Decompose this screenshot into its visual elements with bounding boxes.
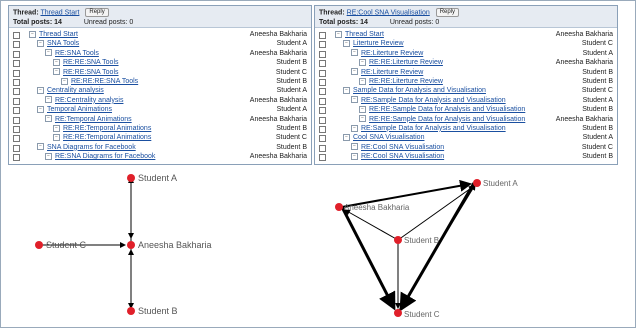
select-checkbox[interactable] [319, 79, 326, 86]
post-title-link[interactable]: RE:RE:Sample Data for Analysis and Visualisation [369, 115, 526, 123]
post-author: Aneesha Bakharia [555, 115, 613, 123]
post-row [9, 143, 311, 152]
select-checkbox[interactable] [13, 117, 20, 124]
collapse-icon[interactable]: − [45, 49, 52, 56]
node-label-aneesha-bakharia: Aneesha Bakharia [344, 203, 410, 212]
node-student-c[interactable] [394, 309, 402, 317]
post-author: Aneesha Bakharia [249, 31, 307, 38]
node-student-a[interactable] [127, 174, 135, 182]
edge-c-a [398, 185, 475, 312]
post-subject [37, 105, 229, 114]
node-label-student-b: Student B [404, 236, 440, 245]
post-title-link[interactable]: RE:Cool SNA Visualisation [361, 143, 445, 151]
post-row [9, 77, 311, 86]
node-label-student-c: Student C [404, 310, 440, 319]
post-author: Student B [276, 59, 307, 67]
network-graph-left [10, 170, 300, 325]
collapse-icon[interactable]: − [351, 143, 358, 150]
reply-button[interactable]: Reply [436, 8, 459, 17]
post-row [315, 124, 617, 133]
select-checkbox[interactable] [319, 107, 326, 114]
post-subject [359, 58, 535, 67]
post-subject [343, 39, 535, 48]
post-row [315, 86, 617, 95]
collapse-icon[interactable]: − [343, 40, 350, 47]
select-checkbox[interactable] [319, 126, 326, 133]
collapse-icon[interactable]: − [359, 115, 366, 122]
post-author: Student A [276, 106, 307, 114]
select-checkbox[interactable] [13, 51, 20, 58]
post-author: Student A [276, 40, 307, 48]
post-subject [359, 105, 535, 114]
post-row [9, 49, 311, 58]
select-checkbox[interactable] [319, 98, 326, 105]
post-author: Student C [275, 134, 307, 142]
select-checkbox[interactable] [13, 88, 20, 95]
post-title-link[interactable]: SNA Diagrams for Facebook [47, 143, 136, 151]
node-aneesha-bakharia[interactable] [335, 203, 343, 211]
post-author: Student A [582, 134, 613, 142]
post-subject [359, 115, 535, 124]
node-student-b[interactable] [394, 236, 402, 244]
post-row [9, 30, 311, 39]
collapse-icon[interactable]: − [29, 31, 36, 38]
node-aneesha-bakharia[interactable] [127, 241, 135, 249]
post-author: Student C [275, 68, 307, 76]
select-checkbox[interactable] [13, 79, 20, 86]
post-subject [343, 133, 535, 142]
post-author: Aneesha Bakharia [249, 96, 307, 104]
collapse-icon[interactable]: − [53, 134, 60, 141]
collapse-icon[interactable]: − [359, 59, 366, 66]
post-subject [351, 152, 535, 161]
reply-button[interactable]: Reply [85, 8, 108, 17]
select-checkbox[interactable] [13, 60, 20, 67]
node-student-b[interactable] [127, 307, 135, 315]
collapse-icon[interactable]: − [53, 125, 60, 132]
post-row [9, 124, 311, 133]
post-subject [53, 124, 229, 133]
post-author: Student B [582, 68, 613, 76]
collapse-icon[interactable]: − [37, 87, 44, 94]
collapse-icon[interactable]: − [351, 96, 358, 103]
post-author: Student A [582, 96, 613, 104]
select-checkbox[interactable] [319, 145, 326, 152]
collapse-icon[interactable]: − [53, 68, 60, 75]
post-author: Student B [276, 143, 307, 151]
thread-label: Thread: [319, 9, 345, 17]
post-author: Student C [581, 87, 613, 95]
collapse-icon[interactable]: − [351, 153, 358, 160]
post-row [315, 143, 617, 152]
post-title-link[interactable]: Thread Start [345, 31, 384, 38]
collapse-icon[interactable]: − [351, 49, 358, 56]
post-author: Student A [582, 49, 613, 57]
post-title-link[interactable]: Cool SNA Visualisation [353, 134, 425, 142]
select-checkbox[interactable] [319, 154, 326, 161]
select-checkbox[interactable] [13, 32, 20, 39]
post-row [9, 96, 311, 105]
collapse-icon[interactable]: − [61, 78, 68, 85]
post-row [9, 152, 311, 161]
post-row [9, 105, 311, 114]
select-checkbox[interactable] [13, 145, 20, 152]
select-checkbox[interactable] [13, 98, 20, 105]
select-checkbox[interactable] [319, 41, 326, 48]
node-label-aneesha-bakharia: Aneesha Bakharia [138, 240, 212, 250]
select-checkbox[interactable] [319, 117, 326, 124]
post-author: Aneesha Bakharia [555, 31, 613, 38]
select-checkbox[interactable] [319, 60, 326, 67]
post-subject [37, 86, 229, 95]
thread-header [9, 6, 311, 28]
thread-header [315, 6, 617, 28]
post-subject [53, 58, 229, 67]
post-title-link[interactable]: RE:Temporal Animations [55, 115, 132, 123]
post-subject [351, 68, 535, 77]
post-subject [45, 49, 229, 58]
post-title-link[interactable]: RE:SNA Diagrams for Facebook [55, 153, 156, 161]
unread-posts: Unread posts: 0 [83, 19, 134, 26]
post-author: Student C [581, 143, 613, 151]
post-title-link[interactable]: RE:RE:Temporal Animations [63, 124, 152, 132]
post-row [315, 58, 617, 67]
unread-posts: Unread posts: 0 [389, 19, 440, 26]
post-title-link[interactable]: SNA Tools [47, 40, 80, 48]
post-subject [29, 30, 229, 39]
post-row [315, 133, 617, 142]
post-author: Aneesha Bakharia [555, 59, 613, 67]
post-title-link[interactable]: RE:RE:RE:SNA Tools [71, 77, 139, 85]
post-subject [61, 77, 229, 86]
post-author: Student B [582, 77, 613, 85]
collapse-icon[interactable]: − [359, 106, 366, 113]
post-title-link[interactable]: RE:RE:Literture Review [369, 77, 443, 85]
post-title-link[interactable]: Sample Data for Analysis and Visualisation [353, 87, 486, 95]
post-author: Student B [582, 106, 613, 114]
post-title-link[interactable]: RE:RE:Sample Data for Analysis and Visualisation [369, 106, 526, 114]
post-title-link[interactable]: RE:RE:SNA Tools [63, 68, 119, 76]
post-title-link[interactable]: RE:SNA Tools [55, 49, 99, 57]
post-author: Aneesha Bakharia [249, 153, 307, 161]
post-author: Student A [276, 87, 307, 95]
post-title-link[interactable]: RE:Literture Review [361, 68, 424, 76]
post-title-link[interactable]: RE:Literture Review [361, 49, 424, 57]
select-checkbox[interactable] [13, 107, 20, 114]
post-subject [343, 86, 535, 95]
post-row [9, 115, 311, 124]
post-title-link[interactable]: RE:RE:Temporal Animations [63, 134, 152, 142]
post-title-link[interactable]: Temporal Animations [47, 106, 112, 114]
post-subject [37, 143, 229, 152]
post-title-link[interactable]: Centrality analysis [47, 87, 104, 95]
post-row [9, 58, 311, 67]
node-label-student-b: Student B [138, 306, 178, 316]
node-student-c[interactable] [35, 241, 43, 249]
collapse-icon[interactable]: − [359, 78, 366, 85]
select-checkbox[interactable] [13, 41, 20, 48]
post-row [315, 77, 617, 86]
post-author: Student B [276, 77, 307, 85]
post-title-link[interactable]: RE:RE:SNA Tools [63, 59, 119, 67]
post-author: Student B [276, 124, 307, 132]
select-checkbox[interactable] [319, 135, 326, 142]
thread-title-link[interactable]: RE:Cool SNA Visualisation [346, 9, 430, 17]
post-subject [45, 96, 229, 105]
collapse-icon[interactable]: − [351, 68, 358, 75]
post-row [315, 49, 617, 58]
post-author: Aneesha Bakharia [249, 115, 307, 123]
post-row [315, 96, 617, 105]
post-subject [53, 133, 229, 142]
post-row [9, 68, 311, 77]
post-row [9, 86, 311, 95]
post-subject [53, 68, 229, 77]
node-label-student-a: Student A [483, 179, 518, 188]
post-list [315, 28, 617, 161]
thread-panel-right [314, 5, 618, 165]
post-title-link[interactable]: Literture Review [353, 40, 404, 48]
post-subject [351, 49, 535, 58]
node-label-student-c: Student C [46, 240, 87, 250]
select-checkbox[interactable] [319, 32, 326, 39]
collapse-icon[interactable]: − [335, 31, 342, 38]
collapse-icon[interactable]: − [343, 134, 350, 141]
post-row [315, 39, 617, 48]
post-author: Aneesha Bakharia [249, 49, 307, 57]
post-title-link[interactable]: Thread Start [39, 31, 78, 38]
post-row [315, 105, 617, 114]
post-row [315, 115, 617, 124]
post-title-link[interactable]: RE:Cool SNA Visualisation [361, 153, 445, 161]
post-subject [359, 77, 535, 86]
post-title-link[interactable]: RE:Sample Data for Analysis and Visualisation [361, 124, 506, 132]
post-author: Student B [582, 153, 613, 161]
collapse-icon[interactable]: − [53, 59, 60, 66]
post-row [9, 39, 311, 48]
post-subject [37, 39, 229, 48]
post-row [315, 68, 617, 77]
thread-label: Thread: [13, 9, 39, 17]
collapse-icon[interactable]: − [45, 153, 52, 160]
select-checkbox[interactable] [13, 135, 20, 142]
post-list [9, 28, 311, 161]
total-posts: Total posts: 14 [319, 19, 368, 26]
collapse-icon[interactable]: − [37, 143, 44, 150]
node-label-student-a: Student A [138, 173, 178, 183]
collapse-icon[interactable]: − [351, 125, 358, 132]
select-checkbox[interactable] [319, 70, 326, 77]
post-subject [45, 152, 229, 161]
post-subject [351, 143, 535, 152]
post-row [9, 133, 311, 142]
total-posts: Total posts: 14 [13, 19, 62, 26]
post-title-link[interactable]: RE:Centrality analysis [55, 96, 124, 104]
network-graph-right [318, 170, 618, 325]
post-title-link[interactable]: RE:RE:Literture Review [369, 59, 443, 67]
thread-title-link[interactable]: Thread Start [40, 9, 80, 17]
post-subject [351, 96, 535, 105]
collapse-icon[interactable]: − [343, 87, 350, 94]
select-checkbox[interactable] [319, 88, 326, 95]
post-author: Student C [581, 40, 613, 48]
thread-panel-left [8, 5, 312, 165]
select-checkbox[interactable] [13, 70, 20, 77]
post-row [315, 30, 617, 39]
collapse-icon[interactable]: − [37, 106, 44, 113]
select-checkbox[interactable] [13, 154, 20, 161]
post-subject [351, 124, 535, 133]
collapse-icon[interactable]: − [45, 115, 52, 122]
select-checkbox[interactable] [13, 126, 20, 133]
collapse-icon[interactable]: − [37, 40, 44, 47]
post-subject [335, 30, 535, 39]
edge-aneesha-c [342, 207, 394, 308]
node-student-a[interactable] [473, 179, 481, 187]
post-subject [45, 115, 229, 124]
select-checkbox[interactable] [319, 51, 326, 58]
collapse-icon[interactable]: − [45, 96, 52, 103]
post-title-link[interactable]: RE:Sample Data for Analysis and Visualisation [361, 96, 506, 104]
post-author: Student B [582, 124, 613, 132]
post-row [315, 152, 617, 161]
